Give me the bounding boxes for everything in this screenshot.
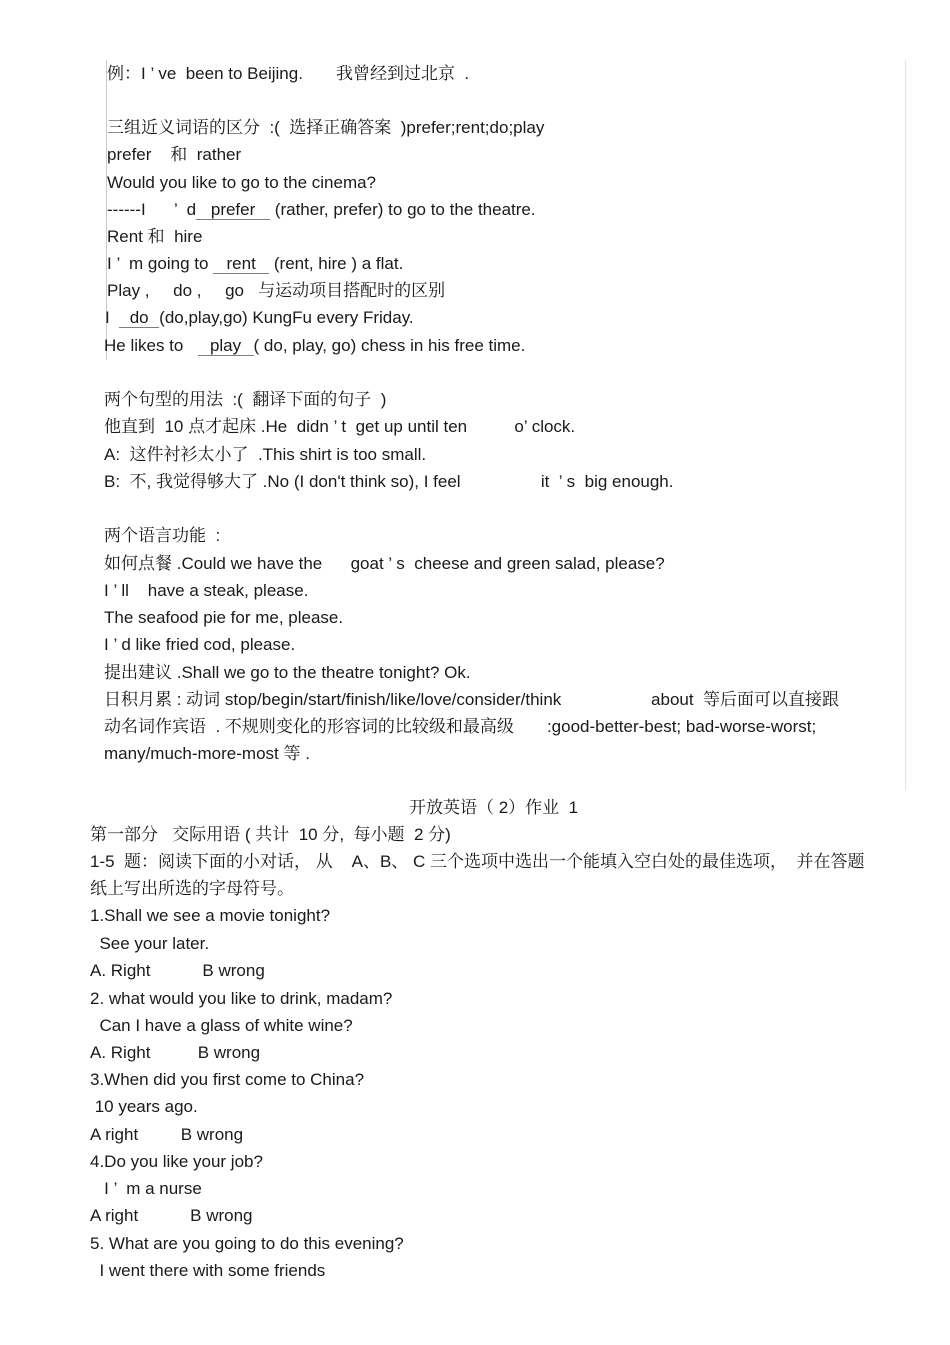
answer-3: 10 years ago.	[90, 1097, 198, 1116]
homework-title: 开放英语（ 2）作业 1	[409, 798, 579, 817]
question-2: 2. what would you like to drink, madam?	[90, 989, 393, 1008]
margin-line-right	[905, 60, 906, 790]
accumulate-line-2: 动名词作宾语 . 不规则变化的形容词的比较级和最高级 :good-better-best; bad-worse-worst;	[104, 717, 817, 736]
answer-4: I ’ m a nurse	[90, 1179, 202, 1198]
answer-5: I went there with some friends	[90, 1261, 326, 1280]
rent-hire-line: Rent 和 hire	[107, 227, 203, 246]
play-suffix: ( do, play, go) chess in his free time.	[253, 336, 526, 355]
prefer-blank-answer: prefer	[196, 200, 270, 220]
rent-suffix: (rent, hire ) a flat.	[269, 254, 404, 273]
rent-blank-answer: rent	[213, 254, 269, 274]
options-4: A right B wrong	[90, 1206, 253, 1225]
pattern-line-1: 他直到 10 点才起床 .He didn ’ t get up until ten o’ clock.	[104, 417, 576, 436]
rent-prefix: I ’ m going to	[107, 254, 214, 273]
pattern-line-3: B: 不, 我觉得够大了 .No (I don't think so), I feel it ’ s big enough.	[104, 472, 674, 491]
accumulate-line-3: many/much-more-most 等 .	[104, 744, 310, 763]
order-line-3: The seafood pie for me, please.	[104, 608, 344, 627]
answer-2: Can I have a glass of white wine?	[90, 1016, 353, 1035]
do-suffix: (do,play,go) KungFu every Friday.	[159, 308, 414, 327]
suggest-line: 提出建议 .Shall we go to the theatre tonight? Ok.	[104, 663, 471, 682]
patterns-heading: 两个句型的用法 :( 翻译下面的句子 )	[104, 390, 387, 409]
functions-heading: 两个语言功能 :	[104, 526, 221, 545]
question-1: 1.Shall we see a movie tonight?	[90, 906, 331, 925]
rent-answer-line	[107, 253, 403, 275]
play-do-go-line: Play , do , go 与运动项目搭配时的区别	[107, 281, 446, 300]
instructions-line-2: 纸上写出所选的字母符号。	[90, 879, 294, 898]
prefer-answer-line	[107, 199, 536, 221]
answer-1: See your later.	[90, 934, 210, 953]
part-heading: 第一部分 交际用语 ( 共计 10 分, 每小题 2 分)	[90, 825, 451, 844]
play-answer-line	[104, 335, 525, 357]
pattern-line-2: A: 这件衬衫太小了 .This shirt is too small.	[104, 445, 427, 464]
options-2: A. Right B wrong	[90, 1043, 261, 1062]
question-5: 5. What are you going to do this evening?	[90, 1234, 404, 1253]
order-line-2: I ’ ll have a steak, please.	[104, 581, 309, 600]
prefer-prefix: ------I ’ d	[107, 200, 197, 219]
question-4: 4.Do you like your job?	[90, 1152, 263, 1171]
do-blank-answer: do	[119, 308, 159, 328]
prefer-suffix: (rather, prefer) to go to the theatre.	[270, 200, 536, 219]
options-1: A. Right B wrong	[90, 961, 265, 980]
example-line: 例：I ’ ve been to Beijing. 我曾经到过北京 .	[107, 64, 470, 83]
do-prefix: I	[105, 308, 120, 327]
instructions-line-1: 1-5 题：阅读下面的小对话， 从 A、B、 C 三个选项中选出一个能填入空白处的最佳选项， 并在答题	[90, 852, 865, 871]
options-3: A right B wrong	[90, 1125, 244, 1144]
play-prefix: He likes to	[104, 336, 198, 355]
question-3: 3.When did you first come to China?	[90, 1070, 365, 1089]
order-line-1: 如何点餐 .Could we have the goat ’ s cheese and green salad, please?	[104, 554, 665, 573]
accumulate-line-1: 日积月累 : 动词 stop/begin/start/finish/like/love/consider/think about 等后面可以直接跟	[104, 690, 840, 709]
play-blank-answer: play	[198, 336, 254, 356]
prefer-rather-line: prefer 和 rather	[107, 145, 242, 164]
cinema-question: Would you like to go to the cinema?	[107, 173, 377, 192]
synonyms-heading: 三组近义词语的区分 :( 选择正确答案 )prefer;rent;do;play	[107, 118, 545, 137]
order-line-4: I ’ d like fried cod, please.	[104, 635, 296, 654]
do-answer-line	[105, 307, 414, 329]
